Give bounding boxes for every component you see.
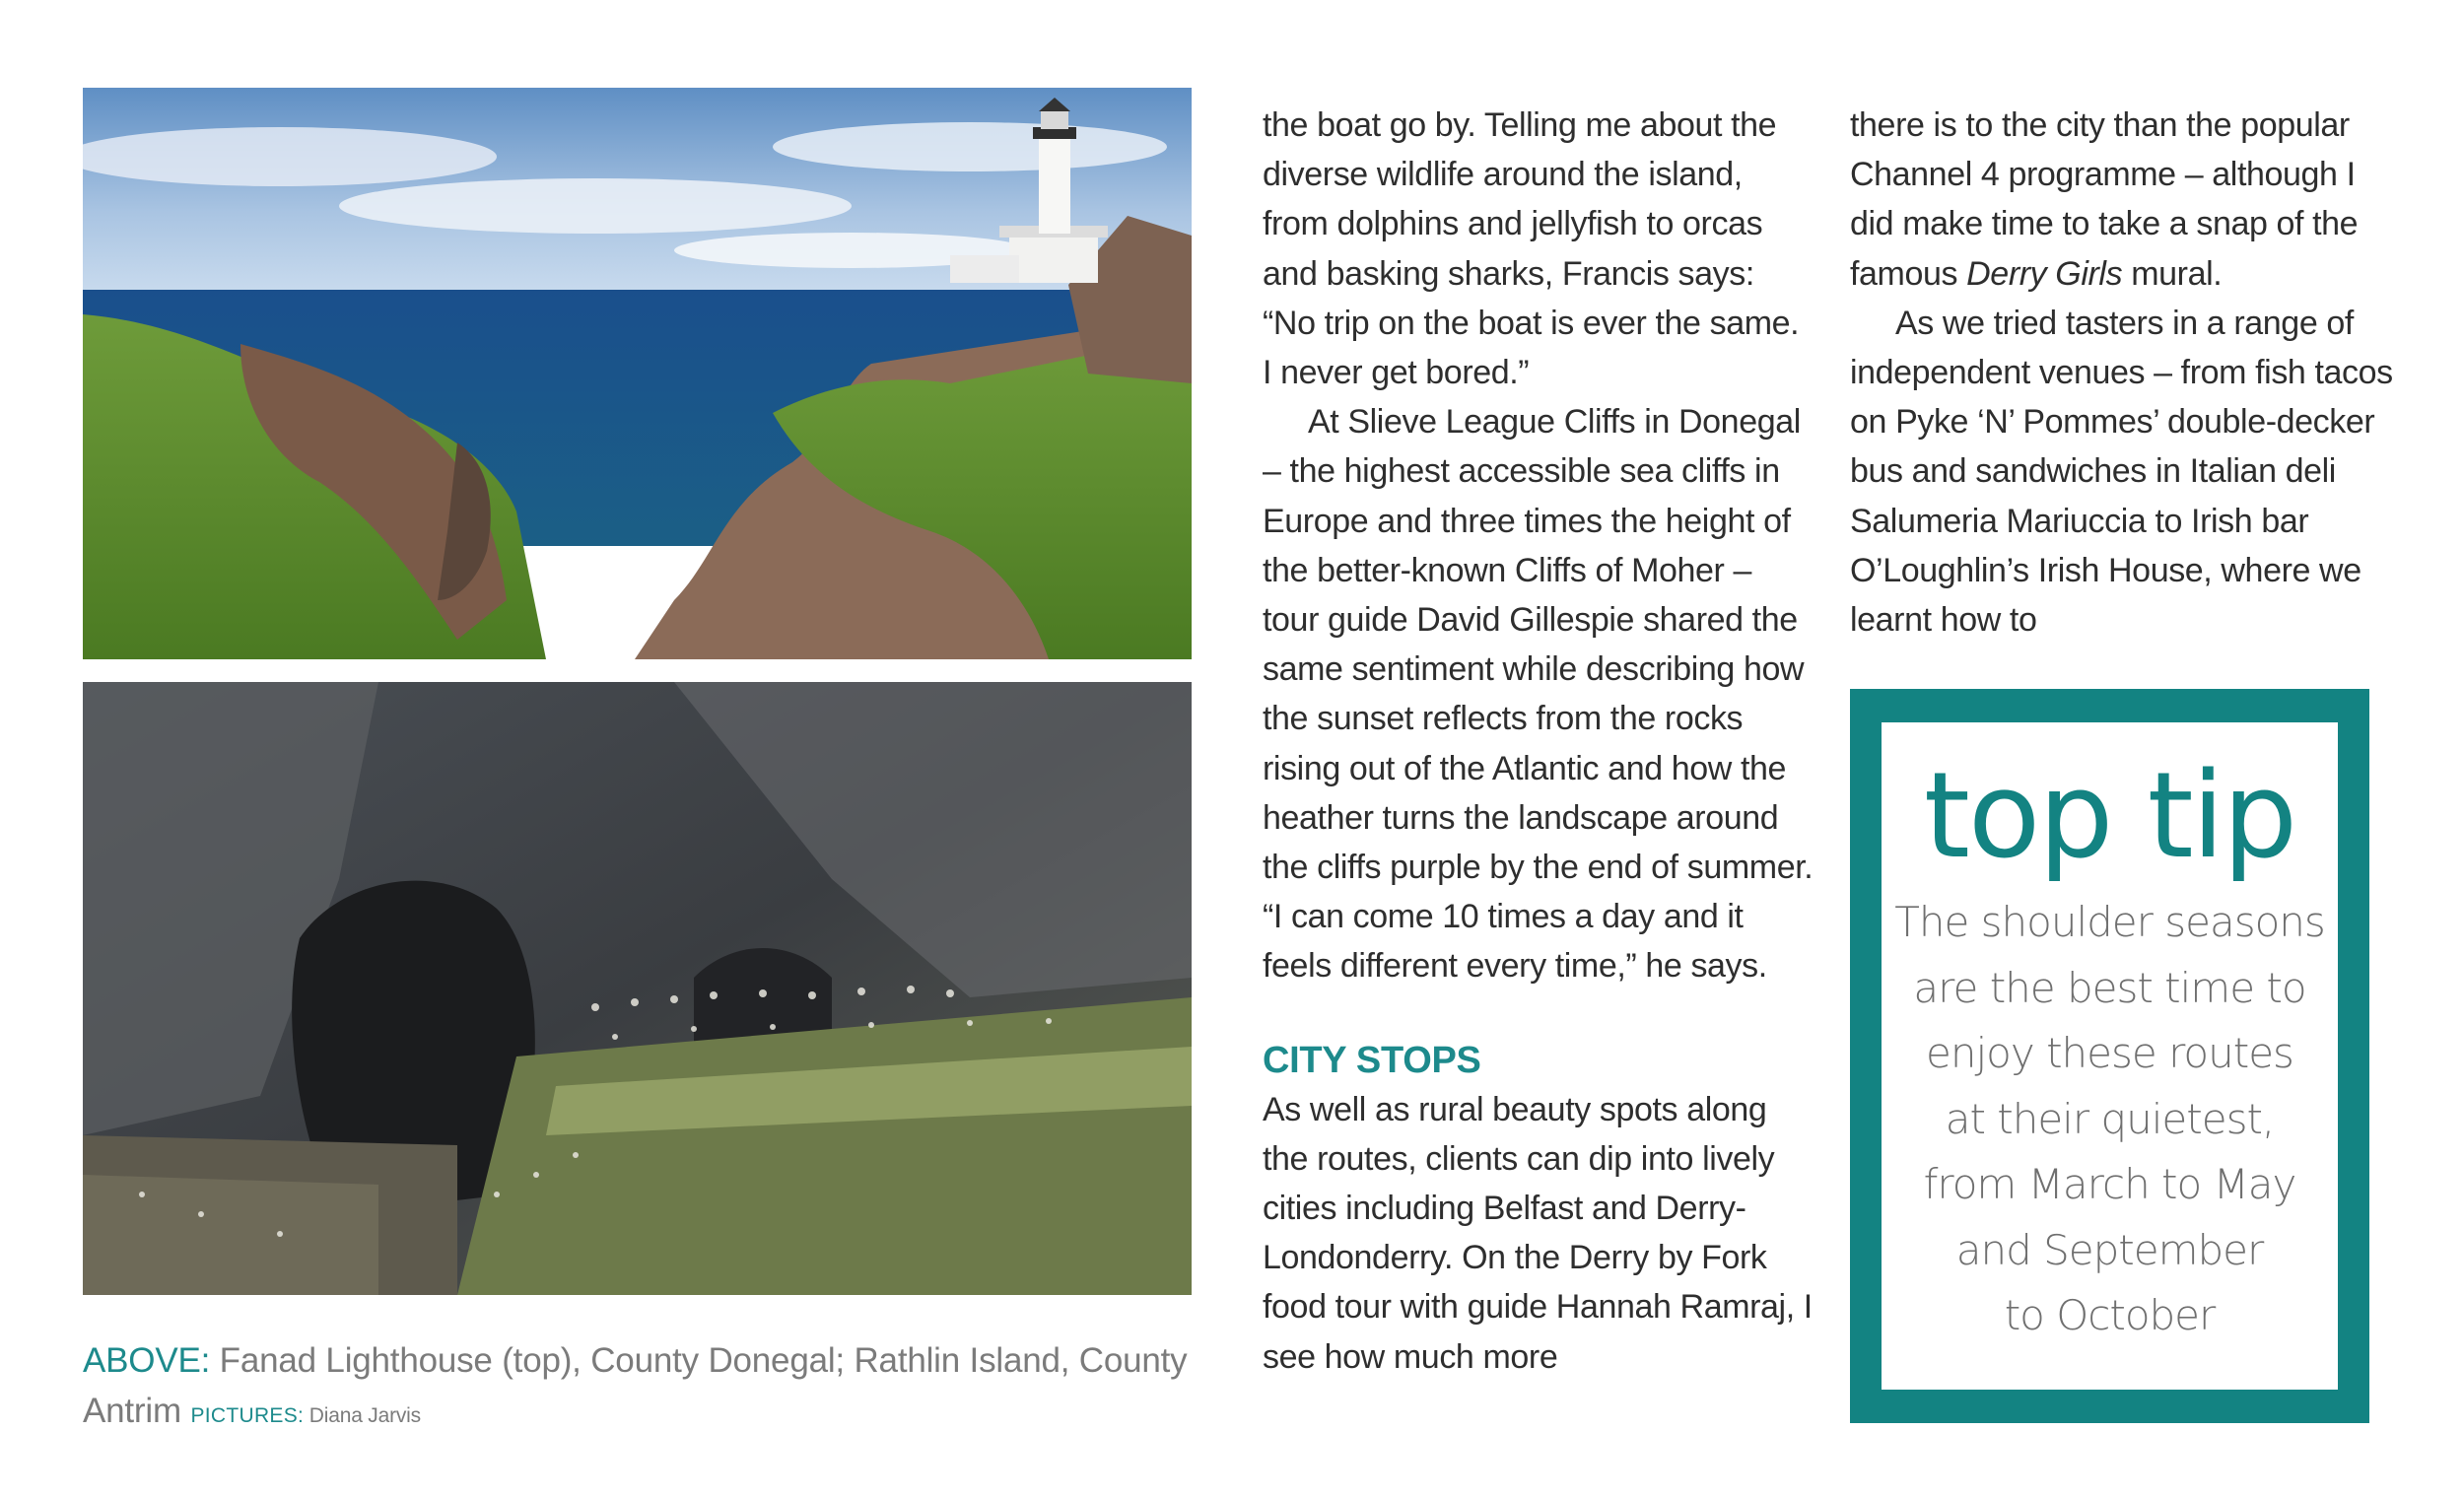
paragraph-text: mural. [2122, 254, 2223, 293]
section-heading-city-stops: CITY STOPS [1263, 1039, 1481, 1081]
article-column-right [1850, 101, 2402, 645]
top-tip-line: enjoy these routes [1926, 1029, 2293, 1077]
caption-label: ABOVE: [83, 1341, 211, 1380]
top-tip-line: at their quietest, [1945, 1094, 2275, 1143]
top-tip-title: top tip [1923, 748, 2296, 885]
top-tip-box [1850, 689, 2369, 1423]
top-tip-line: The shoulder seasons [1894, 898, 2325, 946]
lighthouse-image [83, 88, 1192, 659]
article-column-middle [1263, 101, 1814, 1382]
photo-rathlin-island [83, 682, 1192, 1295]
caption-credit-name: Diana Jarvis [304, 1404, 421, 1427]
top-tip-line: and September [1955, 1225, 2264, 1274]
top-tip-body [1882, 890, 2338, 1349]
article-paragraph: the boat go by. Telling me about the diverse wildlife around the island, from dolphins and jellyfish to orcas and basking sharks, Francis says: “No trip on the boat is ever the same. I never get bored.” [1263, 106, 1800, 392]
caption-text: Fanad Lighthouse (top), County Donegal; Rathlin Island, County Antrim [83, 1341, 1188, 1430]
show-title: Derry Girls [1966, 254, 2123, 293]
article-paragraph: As we tried tasters in a range of independent venues – from fish tacos on Pyke ‘N’ Pommes’ double-decker bus and sandwiches in Italian deli Salumeria Mariuccia to Irish bar O’Loughlin’s Irish House, where we learnt how to [1850, 304, 2393, 640]
top-tip-line: from March to May [1923, 1160, 2296, 1208]
photo-caption [83, 1335, 1192, 1441]
top-tip-line: to October [2004, 1291, 2216, 1339]
cliffs-image [83, 682, 1192, 1295]
article-paragraph [1850, 101, 2402, 299]
paragraph-text: there is to the city than the popular Channel 4 programme – although I did make time to take a snap of the famous [1850, 106, 2359, 293]
caption-credit-label: PICTURES: [190, 1404, 305, 1427]
article-paragraph: As well as rural beauty spots along the routes, clients can dip into lively cities including Belfast and Derry-Londonderry. On the Derry by Fork food tour with guide Hannah Ramraj, I see how much more [1263, 1090, 1813, 1376]
article-paragraph: At Slieve League Cliffs in Donegal – the highest accessible sea cliffs in Europe and three times the height of the better-known Cliffs of Moher – tour guide David Gillespie shared the same sentiment while describing how the sunset reflects from the rocks rising out of the Atlantic and how the heather turns the landscape around the cliffs purple by the end of summer. “I can come 10 times a day and it feels different every time,” he says. [1263, 403, 1814, 986]
photo-fanad-lighthouse [83, 88, 1192, 659]
top-tip-inner [1882, 722, 2338, 1390]
top-tip-line: are the best time to [1913, 963, 2306, 1012]
